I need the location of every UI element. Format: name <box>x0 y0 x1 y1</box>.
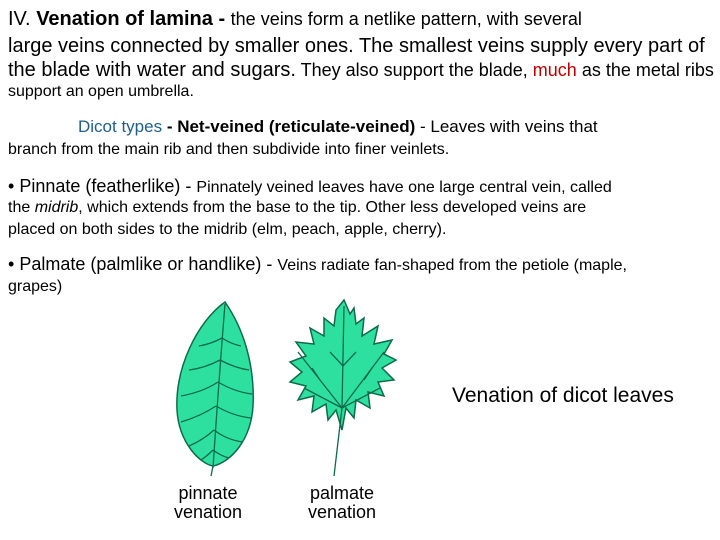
dicot-line-2: branch from the main rib and then subdivide into finer veinlets. <box>8 141 450 158</box>
heading-line-3 <box>8 59 714 82</box>
palmate-caption-line-2: venation <box>307 502 377 522</box>
palmate-line-1 <box>8 254 627 275</box>
dicot-type: Net-veined (reticulate-veined) <box>177 117 416 136</box>
dicot-desc: - Leaves with veins that <box>415 117 598 136</box>
bullet: • <box>8 254 15 274</box>
midrib-term: midrib <box>34 199 79 216</box>
palmate-caption <box>300 484 384 522</box>
heading-line-2: large veins connected by smaller ones. The smallest veins supply every part of <box>8 35 705 57</box>
dicot-label: Dicot types <box>78 117 163 136</box>
heading-line-3-end: as the metal ribs <box>576 60 714 80</box>
heading-intro: the veins form a netlike pattern, with several <box>230 9 582 29</box>
pinnate-leaf-illustration <box>165 298 265 480</box>
bullet: • <box>8 176 15 196</box>
pinnate-desc: Pinnately veined leaves have one large central vein, called <box>196 179 612 196</box>
section-title: Venation of lamina - <box>36 8 231 30</box>
highlight-word: much <box>527 60 577 80</box>
pinnate-caption-line-1: pinnate <box>178 483 238 503</box>
pinnate-line-1 <box>8 176 612 197</box>
pinnate-caption <box>166 484 250 522</box>
palmate-line-2: grapes) <box>8 278 63 295</box>
palmate-term: Palmate (palmlike or handlike) - <box>14 254 278 274</box>
dicot-dash: - <box>162 117 178 136</box>
dicot-line-1 <box>78 117 598 137</box>
figure-title: Venation of dicot leaves <box>452 384 674 407</box>
heading-line-3-main: the blade with water and sugars. <box>8 59 296 81</box>
pinnate-line-3: placed on both sides to the midrib (elm, peach, apple, cherry). <box>8 221 447 238</box>
pinnate-caption-line-2: venation <box>173 502 243 522</box>
pinnate-line-2 <box>8 199 586 217</box>
pinnate-line-2-pre: the <box>8 199 35 216</box>
heading-line-1 <box>8 8 582 31</box>
section-number: IV. <box>8 8 31 30</box>
palmate-caption-line-1: palmate <box>309 483 375 503</box>
heading-line-4: support an open umbrella. <box>8 83 194 100</box>
pinnate-line-2-post: , which extends from the base to the tip. Other less developed veins are <box>78 199 587 216</box>
palmate-desc: Veins radiate fan-shaped from the petiole (maple, <box>277 257 627 274</box>
pinnate-term: Pinnate (featherlike) - <box>14 176 197 196</box>
heading-line-3-rest: They also support the blade, <box>295 60 528 80</box>
palmate-leaf-illustration <box>284 296 400 480</box>
